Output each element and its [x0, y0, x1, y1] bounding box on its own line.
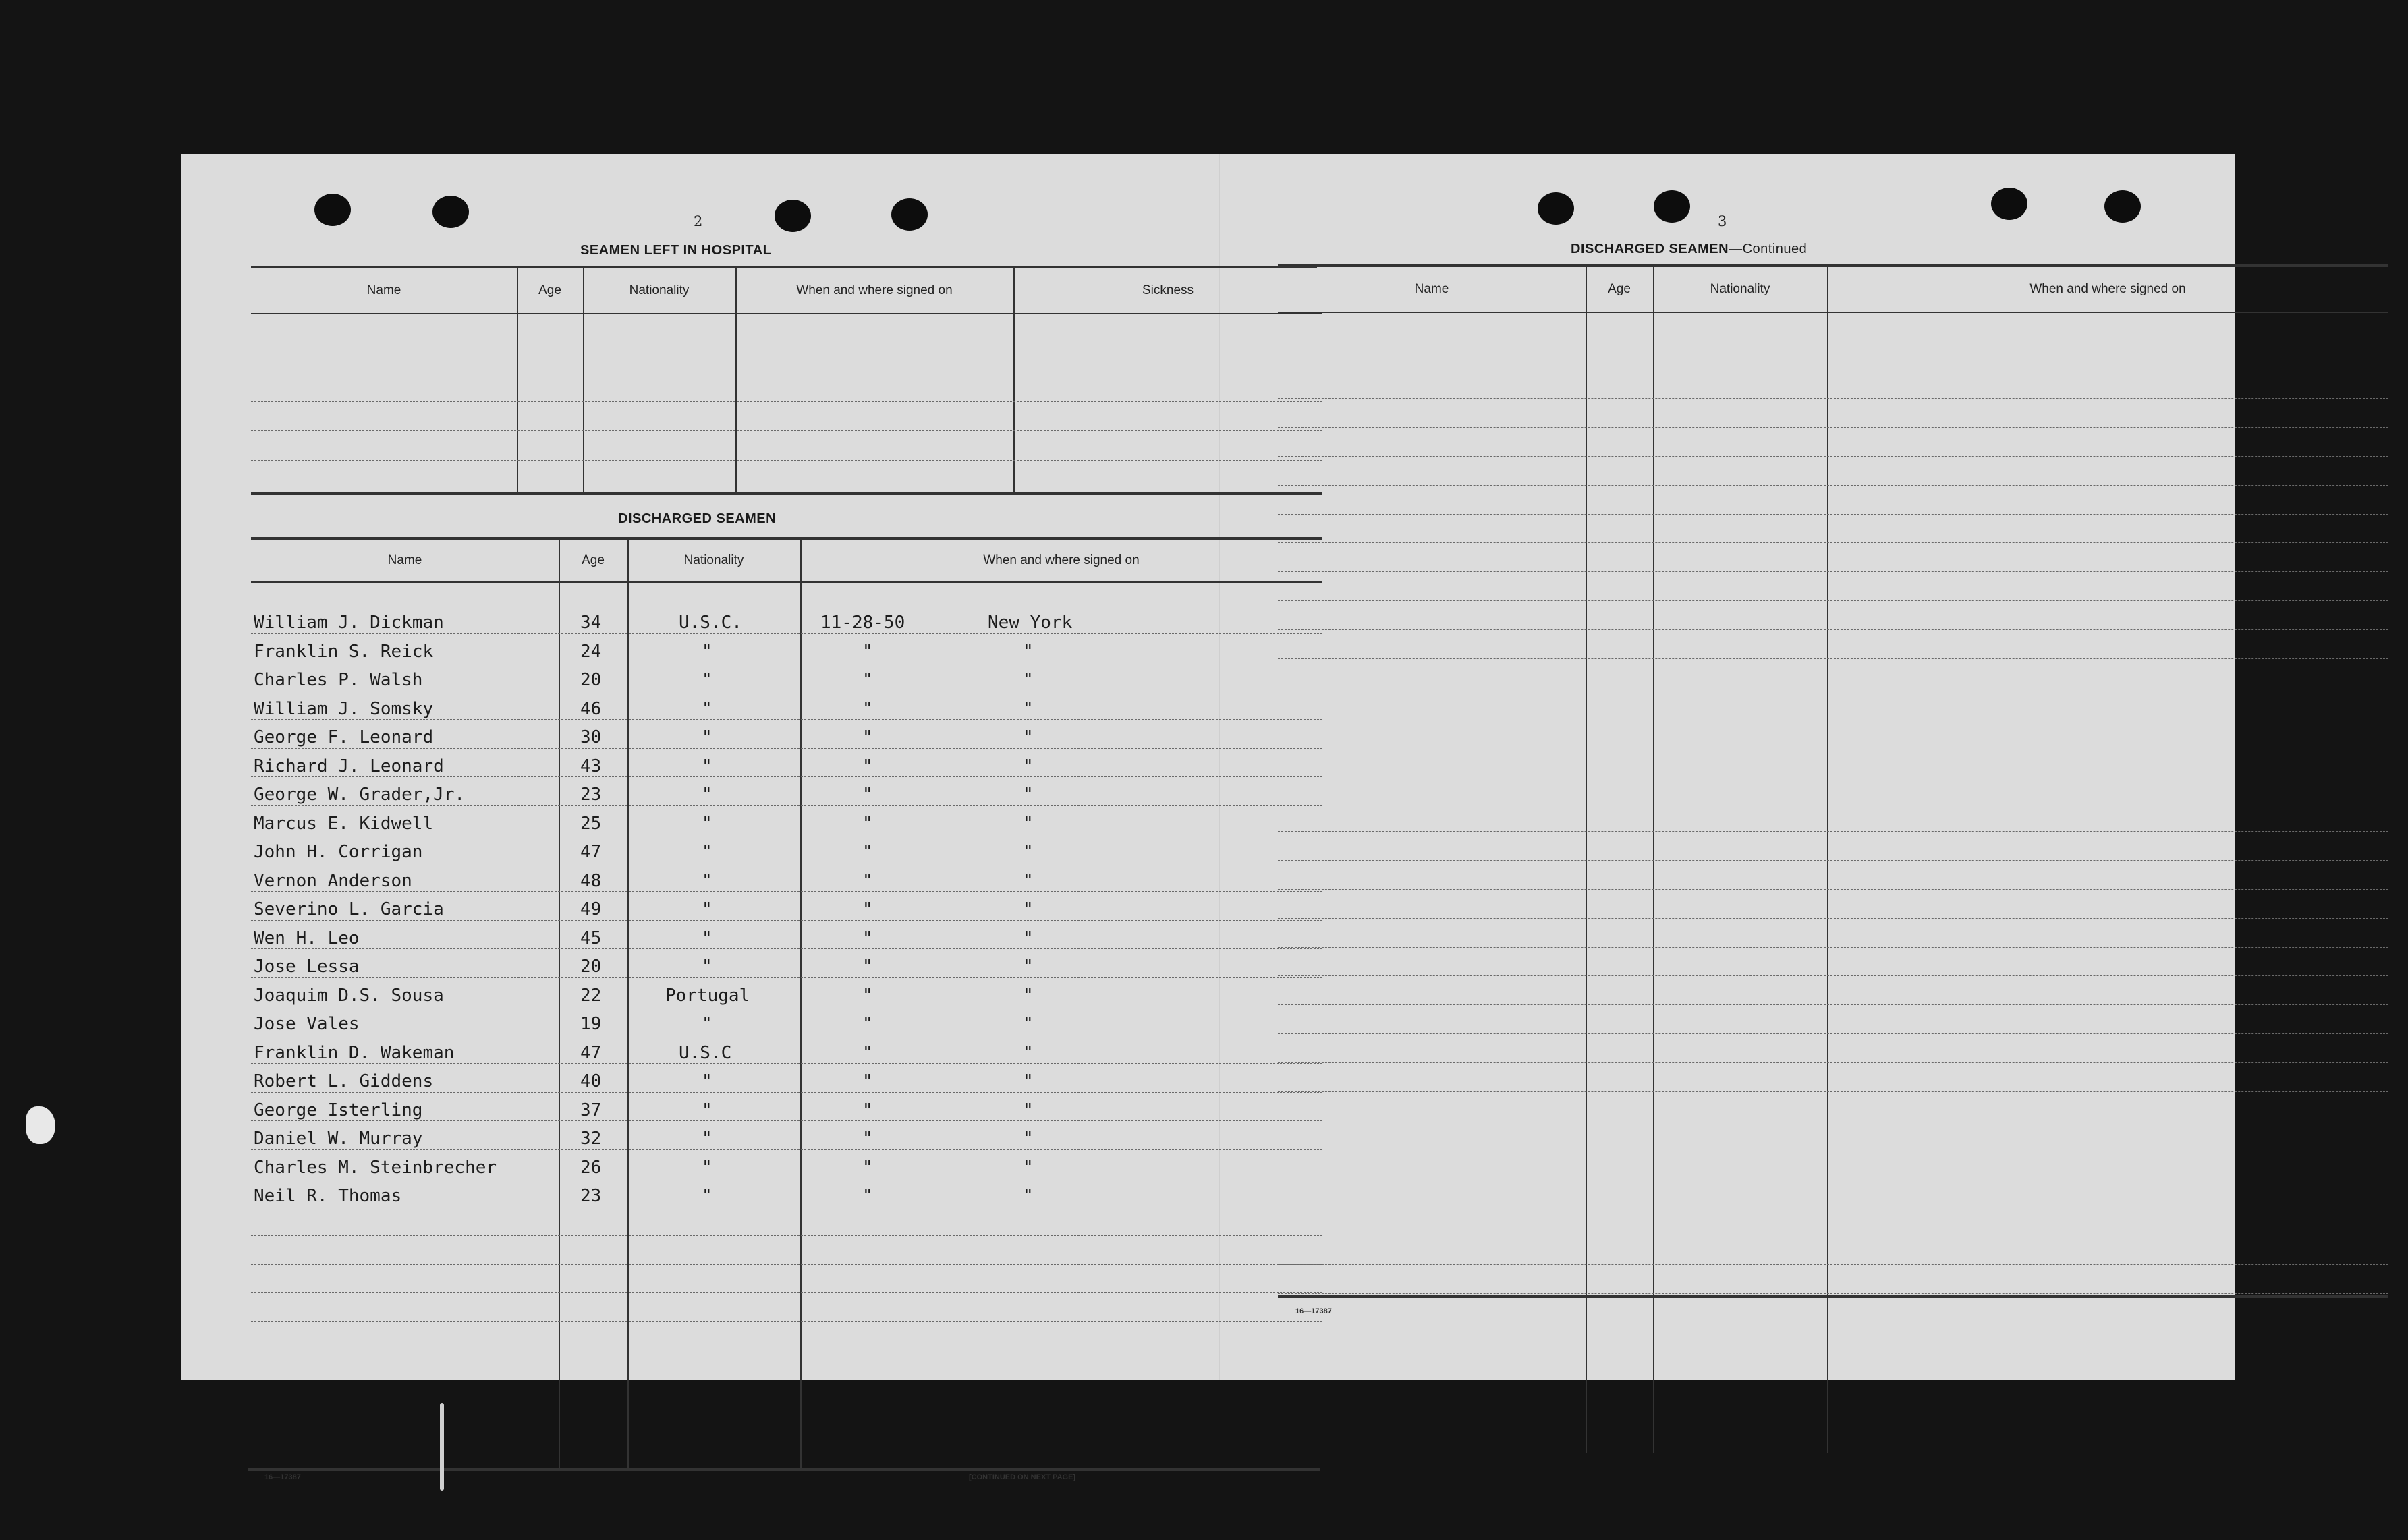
- seaman-name: Richard J. Leonard: [254, 755, 444, 776]
- seaman-nationality: Portugal: [665, 985, 750, 1006]
- continued-row-rule: [1278, 658, 2388, 659]
- discharged-row-rule: [251, 805, 1322, 806]
- continued-row-rule: [1278, 1062, 2388, 1063]
- punch-hole: [775, 200, 811, 232]
- seaman-signed-date: ": [862, 785, 873, 805]
- discharged-row-rule: [251, 920, 1322, 921]
- seaman-age: 23: [580, 1186, 602, 1206]
- continued-title-suffix: —Continued: [1729, 241, 1808, 256]
- seaman-signed-date: ": [862, 727, 873, 747]
- seaman-nationality: ": [702, 813, 712, 834]
- seaman-nationality: ": [702, 727, 712, 747]
- seaman-age: 24: [580, 641, 602, 662]
- discharged-row-rule: [251, 748, 1322, 749]
- seaman-signed-place: ": [1023, 1157, 1034, 1178]
- seaman-nationality: ": [702, 1100, 712, 1120]
- seaman-nationality: ": [702, 698, 712, 719]
- continued-row-rule: [1278, 860, 2388, 861]
- continued-row-rule: [1278, 485, 2388, 486]
- seaman-nationality: ": [702, 1157, 712, 1178]
- continued-col-signed-on: When and where signed on: [2029, 282, 2186, 296]
- seaman-signed-date: ": [862, 755, 873, 776]
- continued-row-rule: [1278, 1033, 2388, 1034]
- seaman-name: Jose Vales: [254, 1014, 360, 1034]
- seaman-signed-place: ": [1023, 928, 1034, 948]
- seaman-signed-date: ": [862, 985, 873, 1006]
- seaman-name: Charles M. Steinbrecher: [254, 1157, 497, 1178]
- seaman-signed-place: ": [1023, 755, 1034, 776]
- discharged-row-rule: [251, 1063, 1322, 1064]
- seaman-name: Franklin S. Reick: [254, 641, 434, 662]
- seaman-name: Wen H. Leo: [254, 928, 360, 948]
- continued-table-bottom-rule: [1278, 1295, 2388, 1298]
- seaman-age: 19: [580, 1014, 602, 1034]
- continued-row-rule: [1278, 1293, 2388, 1294]
- seaman-age: 46: [580, 698, 602, 719]
- hospital-col-signed-on: When and where signed on: [796, 283, 953, 297]
- seaman-age: 34: [580, 612, 602, 633]
- discharged-row-rule: [251, 948, 1322, 949]
- seaman-name: Franklin D. Wakeman: [254, 1042, 455, 1063]
- hospital-col-name: Name: [366, 283, 401, 297]
- hospital-table-top-rule: [251, 266, 1317, 268]
- seaman-signed-place: ": [1023, 727, 1034, 747]
- seaman-name: Daniel W. Murray: [254, 1129, 423, 1149]
- punch-hole: [891, 198, 928, 231]
- discharged-row-rule: [251, 1321, 1322, 1322]
- crew-list-sheet: [181, 154, 2235, 1481]
- seaman-signed-place: ": [1023, 813, 1034, 834]
- hospital-col-divider: [735, 268, 737, 492]
- seaman-signed-place: ": [1023, 698, 1034, 719]
- seaman-name: Marcus E. Kidwell: [254, 813, 434, 834]
- seaman-signed-place: ": [1023, 785, 1034, 805]
- seaman-age: 37: [580, 1100, 602, 1120]
- hospital-section-title: SEAMEN LEFT IN HOSPITAL: [580, 243, 772, 258]
- seaman-signed-date: ": [862, 698, 873, 719]
- punch-hole: [2104, 190, 2141, 223]
- seaman-age: 47: [580, 842, 602, 862]
- seaman-signed-date: ": [862, 899, 873, 919]
- discharged-row-rule: [251, 776, 1322, 777]
- seaman-signed-date: ": [862, 928, 873, 948]
- seaman-age: 20: [580, 670, 602, 690]
- seaman-name: Neil R. Thomas: [254, 1186, 402, 1206]
- seaman-nationality: ": [702, 1071, 712, 1091]
- discharged-row-rule: [251, 1092, 1322, 1093]
- seaman-signed-place: ": [1023, 1129, 1034, 1149]
- hospital-row-rule: [251, 460, 1322, 461]
- seaman-name: Charles P. Walsh: [254, 670, 423, 690]
- seaman-age: 40: [580, 1071, 602, 1091]
- seaman-signed-place: ": [1023, 1042, 1034, 1063]
- continued-table-top-rule: [1278, 264, 2388, 267]
- form-number-right: 16—17387: [1295, 1307, 1332, 1315]
- continued-row-rule: [1278, 1264, 2388, 1265]
- continued-row-rule: [1278, 427, 2388, 428]
- seaman-age: 32: [580, 1129, 602, 1149]
- seaman-signed-date: ": [862, 842, 873, 862]
- discharged-row-rule: [251, 1235, 1322, 1236]
- hospital-row-rule: [251, 401, 1322, 402]
- continued-row-rule: [1278, 1004, 2388, 1005]
- discharged-row-rule: [251, 891, 1322, 892]
- seaman-signed-place: ": [1023, 899, 1034, 919]
- hospital-table-header-rule: [251, 313, 1322, 314]
- seaman-name: Robert L. Giddens: [254, 1071, 434, 1091]
- discharged-row-rule: [251, 1149, 1322, 1150]
- seaman-signed-date: ": [862, 1014, 873, 1034]
- continued-row-rule: [1278, 542, 2388, 543]
- continued-row-rule: [1278, 1091, 2388, 1092]
- seaman-name: William J. Dickman: [254, 612, 444, 633]
- discharged-col-name: Name: [387, 553, 422, 567]
- seaman-name: George F. Leonard: [254, 727, 434, 747]
- punch-hole: [314, 194, 351, 226]
- seaman-age: 22: [580, 985, 602, 1006]
- discharged-table-top-rule: [251, 537, 1322, 540]
- seaman-signed-date: ": [862, 1129, 873, 1149]
- seaman-nationality: ": [702, 1014, 712, 1034]
- seaman-nationality: ": [702, 842, 712, 862]
- discharged-col-divider: [800, 540, 802, 1468]
- seaman-nationality: ": [702, 957, 712, 977]
- discharged-section-title: DISCHARGED SEAMEN: [618, 511, 777, 526]
- continued-col-name: Name: [1414, 282, 1449, 296]
- seaman-signed-place: ": [1023, 1071, 1034, 1091]
- seaman-signed-date: ": [862, 870, 873, 891]
- hospital-table-bottom-rule: [251, 492, 1322, 495]
- seaman-signed-place: ": [1023, 957, 1034, 977]
- continued-row-rule: [1278, 456, 2388, 457]
- seaman-age: 47: [580, 1042, 602, 1063]
- seaman-name: Joaquim D.S. Sousa: [254, 985, 444, 1006]
- discharged-col-divider: [559, 540, 560, 1468]
- seaman-name: George Isterling: [254, 1100, 423, 1120]
- seaman-signed-date: ": [862, 1071, 873, 1091]
- continued-row-rule: [1278, 398, 2388, 399]
- seaman-signed-date: ": [862, 1157, 873, 1178]
- hospital-col-age: Age: [538, 283, 561, 297]
- seaman-signed-date: ": [862, 813, 873, 834]
- seaman-name: William J. Somsky: [254, 698, 434, 719]
- seaman-signed-place: New York: [988, 612, 1073, 633]
- seaman-signed-place: ": [1023, 670, 1034, 690]
- seaman-signed-place: ": [1023, 1014, 1034, 1034]
- continued-row-rule: [1278, 600, 2388, 601]
- seaman-signed-date: ": [862, 641, 873, 662]
- seaman-nationality: ": [702, 670, 712, 690]
- discharged-table-bottom-rule: [248, 1468, 1320, 1471]
- continued-row-rule: [1278, 975, 2388, 976]
- hospital-col-sickness: Sickness: [1142, 283, 1194, 297]
- seaman-nationality: U.S.C.: [679, 612, 742, 633]
- seaman-age: 20: [580, 957, 602, 977]
- continued-title-main: DISCHARGED SEAMEN: [1571, 241, 1729, 256]
- scan-artifact: [440, 1403, 444, 1491]
- continued-row-rule: [1278, 889, 2388, 890]
- hospital-col-divider: [583, 268, 584, 492]
- seaman-signed-date: ": [862, 1100, 873, 1120]
- seaman-nationality: ": [702, 1129, 712, 1149]
- seaman-age: 23: [580, 785, 602, 805]
- seaman-age: 48: [580, 870, 602, 891]
- continued-row-rule: [1278, 918, 2388, 919]
- seaman-age: 26: [580, 1157, 602, 1178]
- continued-row-rule: [1278, 514, 2388, 515]
- punch-hole: [1654, 190, 1690, 223]
- seaman-age: 30: [580, 727, 602, 747]
- seaman-signed-place: ": [1023, 1186, 1034, 1206]
- seaman-nationality: ": [702, 928, 712, 948]
- seaman-age: 43: [580, 755, 602, 776]
- seaman-nationality: ": [702, 870, 712, 891]
- discharged-row-rule: [251, 719, 1322, 720]
- discharged-table-header-rule: [251, 581, 1322, 583]
- continued-row-rule: [1278, 947, 2388, 948]
- form-number-left: 16—17387: [264, 1473, 301, 1481]
- page-number-right: 3: [1718, 213, 1727, 229]
- seaman-name: Jose Lessa: [254, 957, 360, 977]
- seaman-age: 25: [580, 813, 602, 834]
- seaman-name: Severino L. Garcia: [254, 899, 444, 919]
- seaman-signed-place: ": [1023, 985, 1034, 1006]
- continued-note: [CONTINUED ON NEXT PAGE]: [969, 1473, 1076, 1481]
- seaman-nationality: U.S.C: [679, 1042, 732, 1063]
- seaman-age: 49: [580, 899, 602, 919]
- discharged-col-signed-on: When and where signed on: [983, 553, 1140, 567]
- seaman-signed-place: ": [1023, 641, 1034, 662]
- seaman-signed-date: ": [862, 1186, 873, 1206]
- punch-hole: [432, 196, 469, 228]
- seaman-signed-place: ": [1023, 1100, 1034, 1120]
- seaman-name: John H. Corrigan: [254, 842, 423, 862]
- seaman-age: 45: [580, 928, 602, 948]
- seaman-name: Vernon Anderson: [254, 870, 412, 891]
- continued-col-age: Age: [1608, 282, 1631, 296]
- seaman-nationality: ": [702, 755, 712, 776]
- discharged-col-divider: [627, 540, 629, 1468]
- seaman-signed-date: ": [862, 957, 873, 977]
- continued-section-title: [1571, 241, 1807, 257]
- discharged-col-age: Age: [582, 553, 605, 567]
- seaman-signed-date: ": [862, 1042, 873, 1063]
- page-number-left: 2: [694, 213, 703, 229]
- discharged-row-rule: [251, 633, 1322, 634]
- punch-hole: [1538, 192, 1574, 225]
- seaman-name: George W. Grader,Jr.: [254, 785, 466, 805]
- seaman-signed-place: ": [1023, 870, 1034, 891]
- continued-col-nationality: Nationality: [1710, 282, 1770, 296]
- continued-row-rule: [1278, 831, 2388, 832]
- continued-table-header-rule: [1278, 312, 2388, 313]
- scan-artifact: [26, 1106, 55, 1144]
- seaman-signed-place: ": [1023, 842, 1034, 862]
- page-fold: [1219, 154, 1220, 1380]
- seaman-nationality: ": [702, 785, 712, 805]
- discharged-row-rule: [251, 1292, 1322, 1293]
- seaman-nationality: ": [702, 899, 712, 919]
- hospital-col-divider: [517, 268, 518, 492]
- seaman-nationality: ": [702, 641, 712, 662]
- discharged-row-rule: [251, 1264, 1322, 1265]
- punch-hole: [1991, 188, 2027, 220]
- discharged-col-nationality: Nationality: [683, 553, 744, 567]
- continued-row-rule: [1278, 571, 2388, 572]
- continued-row-rule: [1278, 629, 2388, 630]
- hospital-col-nationality: Nationality: [629, 283, 690, 297]
- seaman-signed-date: ": [862, 670, 873, 690]
- hospital-col-divider: [1013, 268, 1015, 492]
- discharged-row-rule: [251, 977, 1322, 978]
- seaman-signed-date: 11-28-50: [820, 612, 905, 633]
- seaman-nationality: ": [702, 1186, 712, 1206]
- hospital-row-rule: [251, 430, 1322, 431]
- discharged-row-rule: [251, 1120, 1322, 1121]
